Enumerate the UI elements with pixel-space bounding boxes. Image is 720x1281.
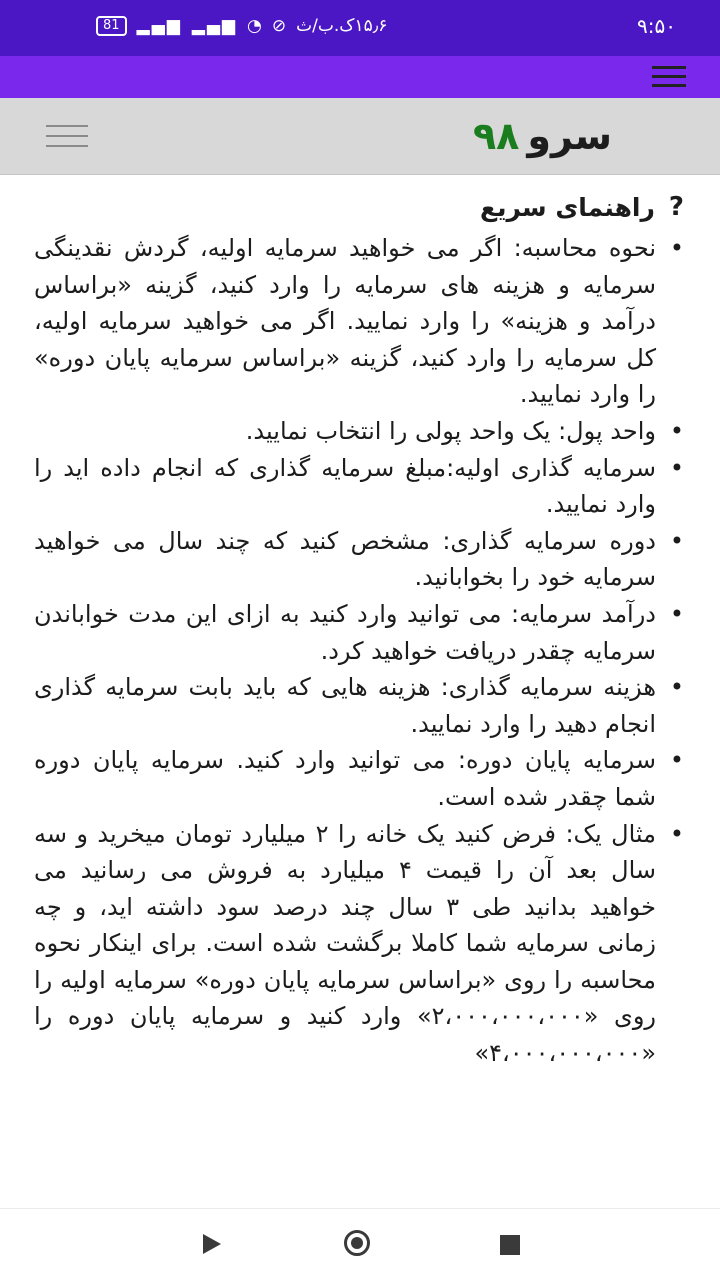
back-icon[interactable] (203, 1234, 221, 1254)
guide-item-final-capital: • سرمایه پایان دوره: می توانید وارد کنید. سرمایه پایان دوره شما چقدر شده است. (34, 742, 684, 815)
guide-item-investment-income: • درآمد سرمایه: می توانید وارد کنید به ازای این مدت خواباندن سرمایه چقدر دریافت خواهید کرد. (34, 596, 684, 669)
guide-item-investment-cost: • هزینه سرمایه گذاری: هزینه هایی که باید بابت سرمایه گذاری انجام دهید را وارد نمایید. (34, 669, 684, 742)
cell-signal-2-icon: ▂▄▆ (191, 16, 238, 36)
header-menu-icon[interactable] (46, 125, 88, 149)
recent-apps-icon[interactable] (500, 1235, 520, 1255)
app-bar (0, 56, 720, 98)
guide-list (34, 230, 684, 1072)
guide-item-calc-method: • نحوه محاسبه: اگر می خواهید سرمایه اولیه، گردش نقدینگی سرمایه و هزینه های سرمایه را وارد کنید، گزینه «براساس درآمد و هزینه» را وارد نمایید. اگر می خواهید سرمایه اولیه، کل سرمایه را وارد کنید، گزینه «براساس سرمایه پایان دوره» را وارد نمایید. (34, 230, 684, 413)
guide-title (34, 184, 684, 230)
hamburger-menu-icon[interactable] (652, 66, 686, 88)
home-icon[interactable] (344, 1230, 370, 1256)
notification-off-icon: ⊘ (271, 16, 287, 36)
status-icons (96, 16, 387, 36)
guide-item-investment-period: • دوره سرمایه گذاری: مشخص کنید که چند سال می خواهید سرمایه خود را بخوابانید. (34, 523, 684, 596)
app-logo (473, 116, 612, 156)
battery-icon: 81 (96, 16, 127, 36)
question-icon: ? (668, 192, 684, 222)
cell-signal-icon: ▂▄▆ (136, 16, 182, 36)
guide-item-example: • مثال یک: فرض کنید یک خانه را ۲ میلیارد تومان میخرید و سه سال بعد آن را قیمت ۴ میلیارد به فروش می رسانید می خواهید بدانید طی ۳ سال چند درصد سود داشته اید، و چه زمانی سرمایه شما کاملا برگشت شده است. برای اینکار نحوه محاسبه را روی «براساس سرمایه پایان دوره» سرمایه اولیه را روی «۲،۰۰۰،۰۰۰،۰۰۰» وارد کنید و سرمایه پایان دوره را «۴،۰۰۰،۰۰۰،۰۰۰» (34, 816, 684, 1072)
guide-content (34, 184, 684, 1206)
clock: ۹:۵۰ (637, 14, 676, 38)
logo-number: ۹۸ (472, 114, 520, 158)
logo-text: سرو (527, 114, 612, 158)
network-speed: ۱۵٫۶ک.ب/ث (296, 16, 388, 36)
guide-item-initial-investment: • سرمایه گذاری اولیه:مبلغ سرمایه گذاری که انجام داده اید را وارد نمایید. (34, 450, 684, 523)
wifi-icon: ◔ (247, 16, 262, 36)
guide-title-text: راهنمای سریع (480, 192, 655, 222)
navigation-bar (0, 1208, 720, 1281)
status-bar (0, 0, 720, 56)
app-header (0, 98, 720, 175)
guide-item-currency: • واحد پول: یک واحد پولی را انتخاب نمایید. (34, 413, 684, 450)
